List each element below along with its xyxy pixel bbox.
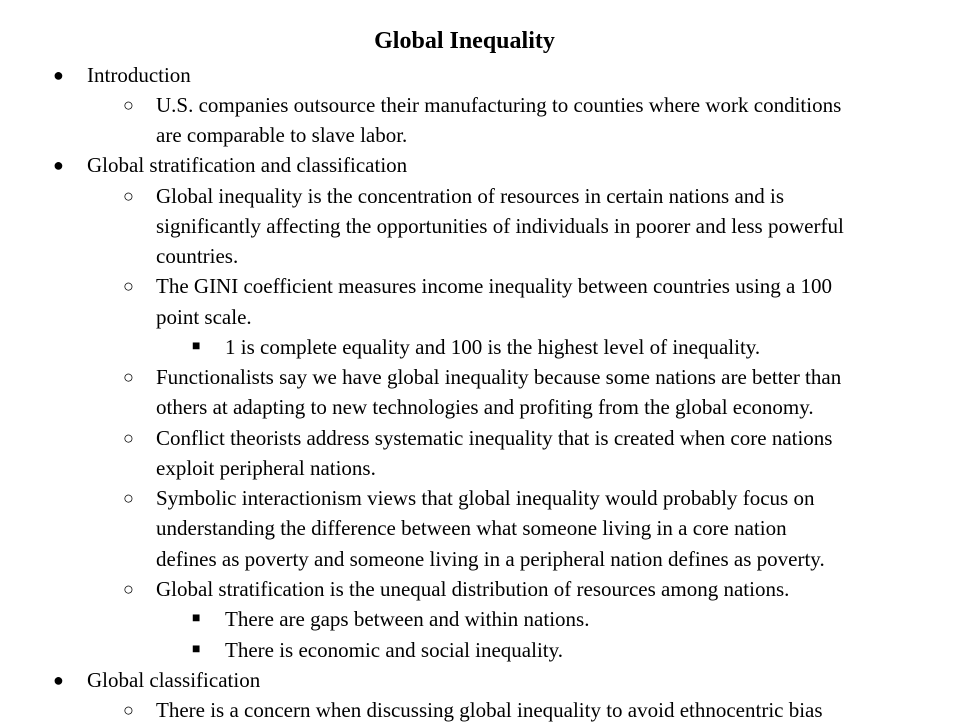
bullet-level2-icon: ○ [123, 428, 134, 448]
page-title: Global Inequality [374, 28, 555, 54]
list-item-level2-line: U.S. companies outsource their manufacturing to counties where work conditions [156, 93, 842, 117]
list-item-level1: Introduction [87, 63, 191, 87]
bullet-level3-icon: ■ [192, 642, 201, 657]
bullet-level2-icon: ○ [123, 367, 134, 387]
bullet-level1-icon: ● [53, 155, 64, 175]
bullet-level1-icon: ● [53, 65, 64, 85]
bullet-level2-icon: ○ [123, 579, 134, 599]
bullet-level3-icon: ■ [192, 339, 201, 354]
list-item-level2-line: point scale. [156, 305, 252, 329]
bullet-level2-icon: ○ [123, 488, 134, 508]
list-item-level3: There is economic and social inequality. [225, 638, 564, 662]
list-item-level3: 1 is complete equality and 100 is the highest level of inequality. [225, 335, 761, 359]
list-item-level2-line: understanding the difference between what someone living in a core nation [156, 516, 787, 540]
list-item-level2-line: significantly affecting the opportunities of individuals in poorer and less powerful [156, 214, 844, 238]
list-item-level1: Global classification [87, 668, 261, 692]
bullet-level3-icon: ■ [192, 611, 201, 626]
bullet-level2-icon: ○ [123, 276, 134, 296]
list-item-level2-line: The GINI coefficient measures income inequality between countries using a 100 [156, 274, 833, 298]
list-item-level2-line: are comparable to slave labor. [156, 123, 408, 147]
bullet-level2-icon: ○ [123, 700, 134, 720]
list-item-level3: There are gaps between and within nations. [225, 607, 590, 631]
list-item-level2-line: Symbolic interactionism views that global inequality would probably focus on [156, 486, 815, 510]
list-item-level2-line: Functionalists say we have global inequality because some nations are better than [156, 365, 842, 389]
list-item-level2-line: There is a concern when discussing global inequality to avoid ethnocentric bias [156, 698, 823, 722]
list-item-level2-line: exploit peripheral nations. [156, 456, 376, 480]
list-item-level1: Global stratification and classification [87, 153, 408, 177]
list-item-level2-line: others at adapting to new technologies and profiting from the global economy. [156, 395, 814, 419]
bullet-level2-icon: ○ [123, 95, 134, 115]
bullet-level2-icon: ○ [123, 186, 134, 206]
list-item-level2-line: Conflict theorists address systematic inequality that is created when core nations [156, 426, 833, 450]
list-item-level2-line: countries. [156, 244, 239, 268]
bullet-level1-icon: ● [53, 670, 64, 690]
list-item-level2-line: Global inequality is the concentration of resources in certain nations and is [156, 184, 785, 208]
list-item-level2-line: defines as poverty and someone living in a peripheral nation defines as poverty. [156, 547, 825, 571]
list-item-level2-line: Global stratification is the unequal distribution of resources among nations. [156, 577, 790, 601]
